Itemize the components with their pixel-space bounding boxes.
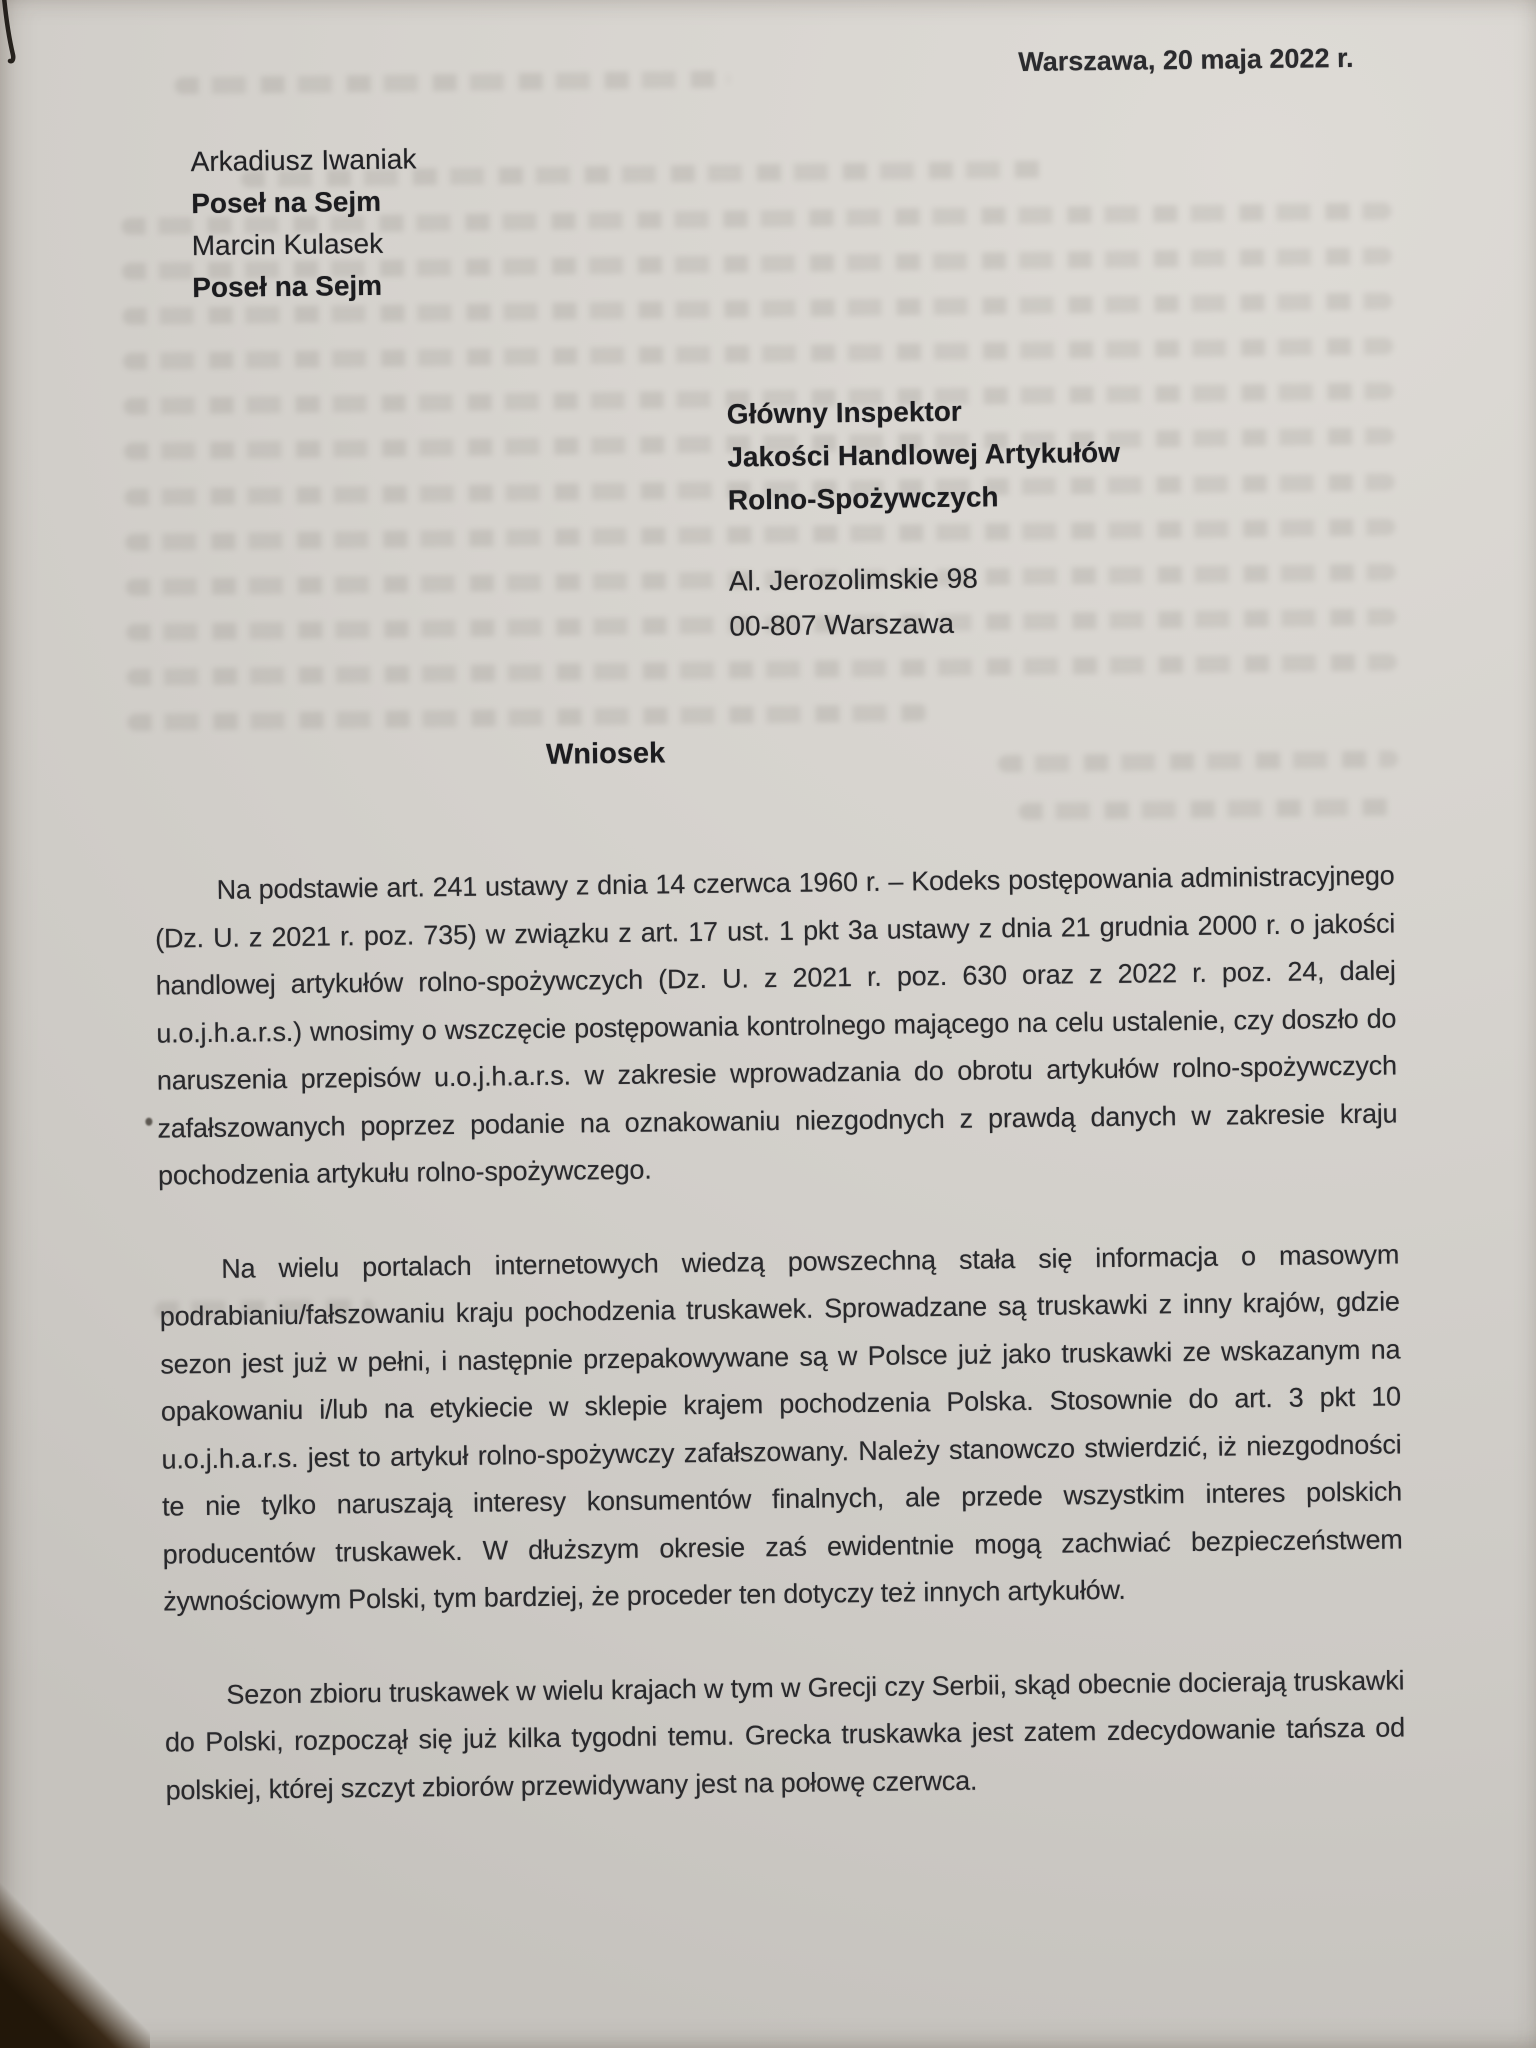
recipient-name-line: Jakości Handlowej Artykułów bbox=[727, 436, 1121, 473]
sender-title: Poseł na Sejm bbox=[192, 269, 383, 304]
bleedthrough-line bbox=[125, 518, 1395, 551]
recipient-block bbox=[727, 388, 1121, 522]
bleedthrough-line bbox=[123, 337, 1393, 370]
letter-paragraph: Sezon zbioru truskawek w wielu krajach w tym w Grecji czy Serbii, skąd obecnie docierają truskawki do Polski, rozpoczął się już kilka tygodni temu. Grecka truskawka jest zatem zdecydowanie tańsza od polskiej, której szczyt zbiorów przewidywany jest na połowę czerwca. bbox=[164, 1664, 1406, 1806]
bleedthrough-line bbox=[127, 653, 1397, 686]
bleedthrough-line bbox=[175, 71, 730, 95]
sender-name: Marcin Kulasek bbox=[191, 227, 384, 262]
letter-body bbox=[154, 852, 1405, 1814]
recipient-name-line: Rolno-Spożywczych bbox=[727, 481, 999, 516]
sender-block bbox=[190, 138, 418, 309]
table-surface-corner bbox=[0, 1878, 150, 2048]
letter-paragraph: Na wielu portalach internetowych wiedzą powszechną stała się informacja o masowym podrabianiu/fałszowaniu kraju pochodzenia truskawek. Sprowadzane są truskawki z inny krajów, gdzie sezon jest już w pełni, i następnie przepakowywane są w Polsce już jako truskawki ze wskazanym na opakowaniu i/lub na etykiecie w sklepie krajem pochodzenia Polska. Stosownie do art. 3 pkt 10 u.o.j.h.a.r.s. jest to artykuł rolno-spożywczy zafałszowany. Należy stanowczo stwierdzić, iż niezgodności te nie tylko naruszają interesy konsumentów finalnych, ale przede wszystkim interes polskich producentów truskawek. W dłuższym okresie zaś ewidentnie mogą zachwiać bezpieczeństwem żywnościowym Polski, tym bardziej, że proceder ten dotyczy też innych artykułów. bbox=[159, 1238, 1403, 1617]
page-edge-crease-mark bbox=[0, 0, 26, 72]
bleedthrough-line bbox=[1019, 798, 1399, 820]
date-line: Warszawa, 20 maja 2022 r. bbox=[1018, 42, 1354, 78]
letter-paragraph: Na podstawie art. 241 ustawy z dnia 14 czerwca 1960 r. – Kodeks postępowania administracyjnego (Dz. U. z 2021 r. poz. 735) w związku z art. 17 ust. 1 pkt 3a ustawy z dnia 21 grudnia 2000 r. o jakości handlowej artykułów rolno-spożywczych (Dz. U. z 2021 r. poz. 630 oraz z 2022 r. poz. 24, dalej u.o.j.h.a.r.s.) wnosimy o wszczęcie postępowania kontrolnego mającego na celu ustalenie, czy doszło do naruszenia przepisów u.o.j.h.a.r.s. w zakresie wprowadzania do obrotu artykułów rolno-spożywczych zafałszowanych poprzez podanie na oznakowaniu niezgodnych z prawdą danych w zakresie kraju pochodzenia artykułu rolno-spożywczego. bbox=[154, 860, 1398, 1191]
bleedthrough-text-area bbox=[0, 0, 1525, 8]
bleedthrough-line bbox=[127, 704, 927, 731]
ink-dot-mark bbox=[145, 1118, 152, 1126]
sender-name: Arkadiusz Iwaniak bbox=[190, 143, 417, 178]
recipient-address-line: 00-807 Warszawa bbox=[729, 607, 955, 642]
sender-title: Poseł na Sejm bbox=[191, 185, 382, 220]
bleedthrough-line bbox=[998, 750, 1398, 772]
recipient-address bbox=[729, 556, 979, 649]
recipient-name-line: Główny Inspektor bbox=[726, 395, 962, 430]
recipient-address-line: Al. Jerozolimskie 98 bbox=[728, 562, 979, 597]
letter-title: Wniosek bbox=[545, 737, 666, 771]
